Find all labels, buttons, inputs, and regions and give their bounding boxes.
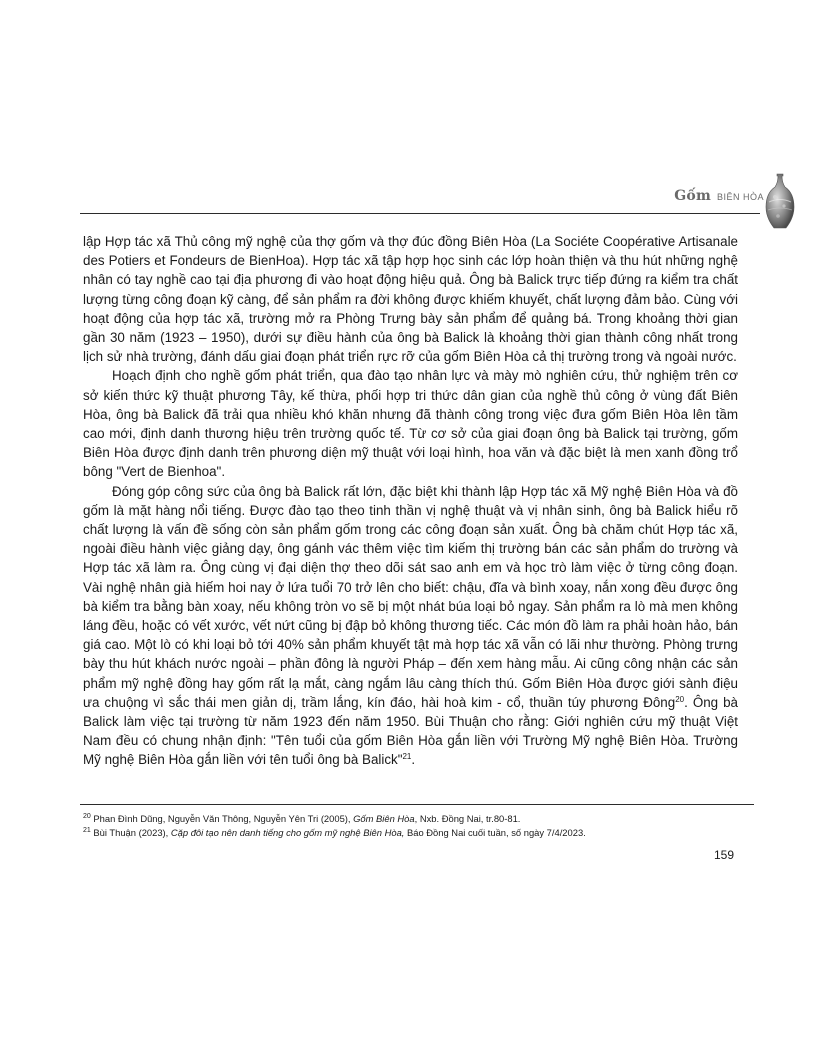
- paragraph-1: lập Hợp tác xã Thủ công mỹ nghệ của thợ gốm và thợ đúc đồng Biên Hòa (La Sociéte Coopérative Artisanale des Potiers et Fondeurs de BienHoa). Hợp tác xã tập hợp học sinh các lớp hoàn thiện và thu hút những nghệ nhân có tay nghề cao tại địa phương đi vào hoạt động hiệu quả. Ông bà Balick trực tiếp đứng ra kiểm tra chất lượng từng công đoạn kỹ càng, để sản phẩm ra đời không được khiếm khuyết, chất lượng đảm bảo. Cùng với hoạt động của hợp tác xã, trường mở ra Phòng Trưng bày sản phẩm để quảng bá. Trong khoảng thời gian gần 30 năm (1923 – 1950), dưới sự điều hành của ông bà Balick là khoảng thời gian thành công nhất trong lịch sử nhà trường, đánh dấu giai đoạn phát triển rực rỡ của gốm Biên Hòa cả thị trường trong và ngoài nước.: [83, 234, 738, 365]
- footnote-ref-20[interactable]: 20: [675, 694, 685, 704]
- vase-icon: [764, 172, 796, 230]
- footnote-text: Bùi Thuận (2023),: [93, 827, 171, 838]
- footnote-ref-21[interactable]: 21: [402, 752, 412, 762]
- footnote-number: 20: [83, 813, 91, 820]
- page-number: 159: [713, 848, 734, 862]
- paragraph-3-text: Đóng góp công sức của ông bà Balick rất lớn, đặc biệt khi thành lập Hợp tác xã Mỹ nghệ Biên Hòa và đồ gốm là mặt hàng nổi tiếng. Được đào tạo theo tinh thần vị nghệ thuật và vị nhân sinh, ông bà Balick hiểu rõ chất lượng là vấn đề sống còn sản phẩm gốm trong các công đoạn sản xuất. Ông bà chăm chút Hợp tác xã, ngoài điều hành việc giảng dạy, ông gánh vác thêm việc tìm kiếm thị trường bán các sản phẩm do trường và Hợp tác xã làm ra. Ông cùng vị đại diện thợ theo dõi sát sao anh em và học trò làm việc ở từng công đoạn. Vài nghệ nhân già hiếm hoi nay ở lứa tuổi 70 trở lên cho biết: chậu, đĩa và bình xoay, nắn xong đều được ông bà kiểm tra bằng bàn xoay, nếu không tròn vo sẽ bị một nhát búa loại bỏ ngay. Sản phẩm ra lò mà men không láng đều, hoặc có vết xước, vết nứt cũng bị đập bỏ không thương tiếc. Các món đồ làm ra phải hoàn hảo, bán giá cao. Một lò có khi loại bỏ tới 40% sản phẩm khuyết tật mà hợp tác xã vẫn có lãi như thường. Phòng trưng bày thu hút khách nước ngoài – phần đông là người Pháp – đến xem hàng mẫu. Ai cũng công nhận các sản phẩm mỹ nghệ đồng hay gốm rất lạ mắt, càng ngắm lâu càng thích thú. Gốm Biên Hòa được giới sành điệu ưa chuộng vì sắc thái men giản dị, trầm lắng, kín đáo, hài hoà kim - cổ, thuần túy phương Đông: [83, 483, 738, 710]
- footnote-text: Báo Đồng Nai cuối tuần, số ngày 7/4/2023.: [404, 827, 586, 838]
- paragraph-3: [83, 482, 738, 770]
- footnote-text: Phan Đình Dũng, Nguyễn Văn Thông, Nguyễn Yên Tri (2005),: [93, 813, 354, 824]
- body-text: [83, 232, 738, 770]
- brand-subtitle: BIÊN HÒA: [716, 192, 764, 202]
- footnote-number: 21: [83, 827, 91, 834]
- paragraph-3-end: .: [411, 752, 416, 768]
- header-divider: [80, 213, 760, 214]
- footnotes: [83, 812, 743, 840]
- running-header: [674, 188, 764, 204]
- footnote-title: Gốm Biên Hòa: [353, 813, 415, 824]
- paragraph-3-text-continued: . Ông bà Balick làm việc tại trường từ năm 1923 đến năm 1950. Bùi Thuận cho rằng: Giới nghiên cứu mỹ thuật Việt Nam đều có chung nhận định: "Tên tuổi của gốm Biên Hòa gắn liền với Trường Mỹ nghệ Biên Hòa. Trường Mỹ nghệ Biên Hòa gắn liền với tên tuổi ông bà Balick": [83, 694, 738, 768]
- footnote-20: [83, 812, 743, 826]
- footnote-divider: [80, 804, 754, 805]
- brand-title: Gốm: [674, 188, 711, 204]
- footnote-title: Cặp đôi tạo nên danh tiếng cho gốm mỹ nghệ Biên Hòa,: [170, 827, 405, 838]
- paragraph-2: Hoạch định cho nghề gốm phát triển, qua đào tạo nhân lực và mày mò nghiên cứu, thử nghiệm trên cơ sở kiến thức kỹ thuật phương Tây, kế thừa, phối hợp tri thức dân gian của nghề thủ công ở vùng đất Biên Hòa, ông bà Balick đã trải qua nhiều khó khăn nhưng đã thành công trong việc đưa gốm Biên Hòa lên tầm cao mới, định danh thương hiệu trên trường quốc tế. Từ cơ sở của giai đoạn ông bà Balick tại trường, gốm Biên Hòa được định danh trên phương diện mỹ thuật với loại hình, hoa văn và đặc biệt là men xanh đồng trổ bông "Vert de Bienhoa".: [83, 368, 738, 480]
- footnote-text: , Nxb. Đồng Nai, tr.80-81.: [414, 813, 521, 824]
- footnote-21: [83, 826, 743, 840]
